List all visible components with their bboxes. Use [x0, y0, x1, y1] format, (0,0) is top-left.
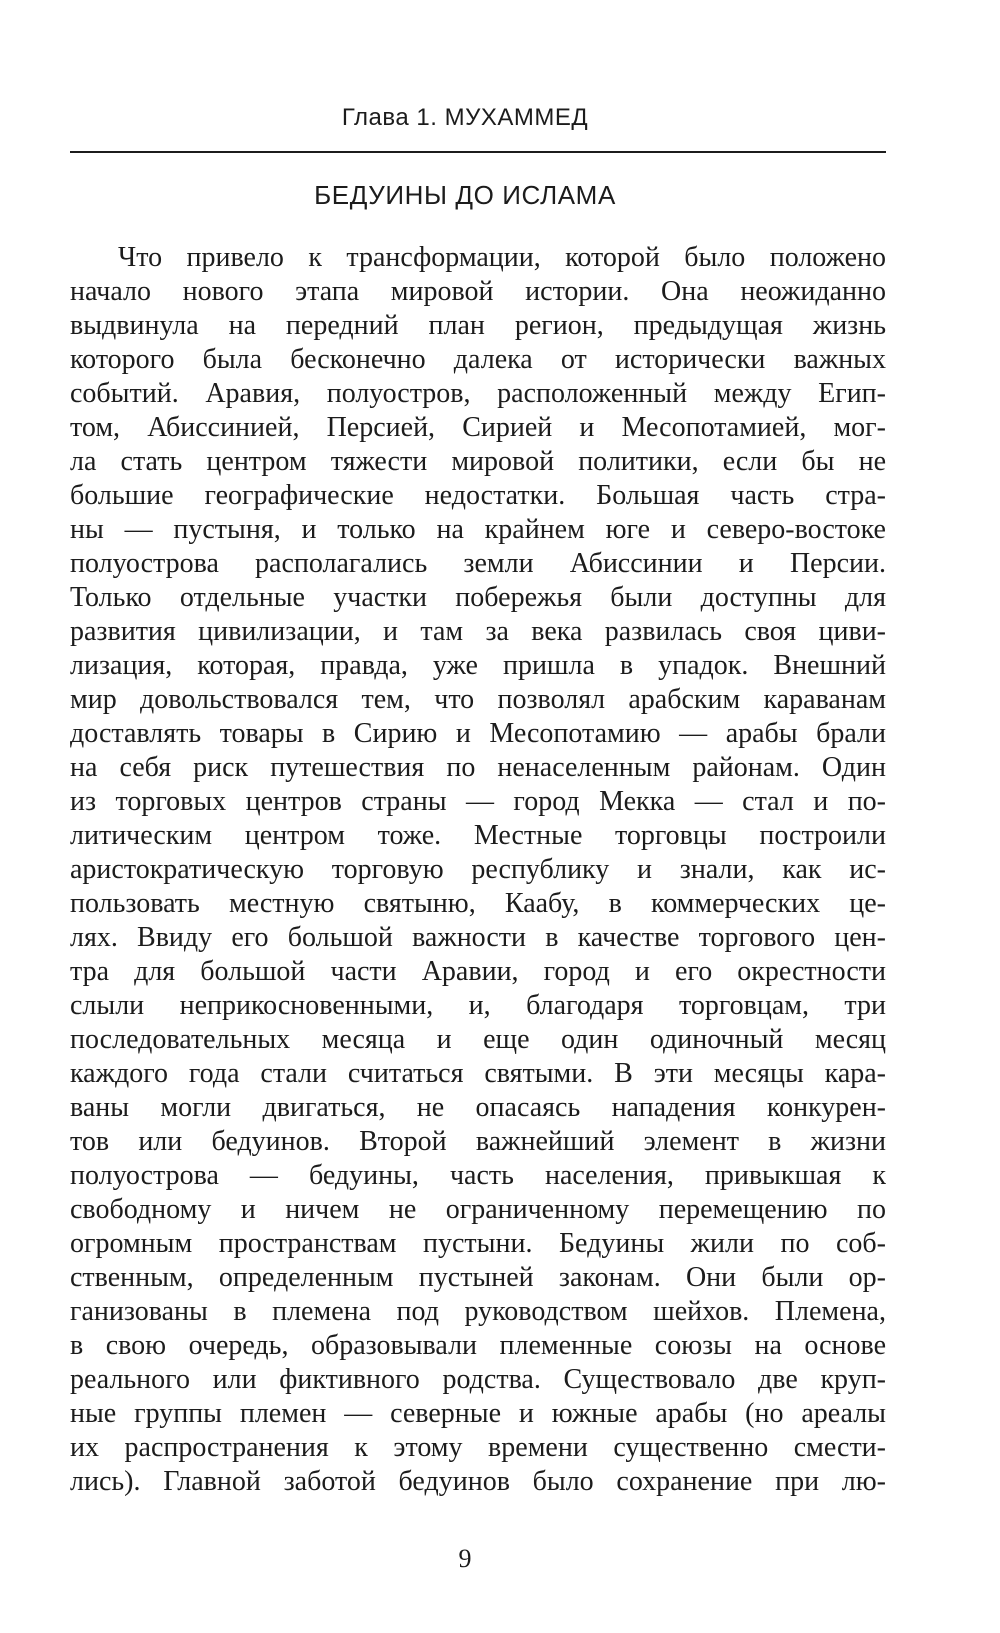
text-line: аристократическую торговую республику и знали, как ис-	[70, 854, 886, 885]
text-line: большие географические недостатки. Большая часть стра-	[70, 480, 886, 511]
text-line: ны — пустыня, и только на крайнем юге и северо-востоке	[70, 514, 886, 545]
section-title: БЕДУИНЫ ДО ИСЛАМА	[314, 180, 616, 210]
text-line: свободному и ничем не ограниченному перемещению по	[70, 1194, 886, 1225]
text-line: ваны могли двигаться, не опасаясь нападения конкурен-	[70, 1092, 886, 1123]
text-line: огромным пространствам пустыни. Бедуины жили по соб-	[70, 1228, 886, 1259]
text-line: лись). Главной заботой бедуинов было сохранение при лю-	[70, 1466, 886, 1497]
text-line: полуострова располагались земли Абиссинии и Персии.	[70, 548, 886, 579]
text-line: ла стать центром тяжести мировой политики, если бы не	[70, 446, 886, 477]
text-line: в свою очередь, образовывали племенные союзы на основе	[70, 1330, 886, 1361]
text-line: тра для большой части Аравии, город и его окрестности	[70, 956, 886, 987]
text-line: лизация, которая, правда, уже пришла в упадок. Внешний	[70, 650, 886, 681]
text-line: реального или фиктивного родства. Существовало две круп-	[70, 1364, 886, 1395]
text-line: последовательных месяца и еще один одиночный месяц	[70, 1024, 886, 1055]
text-line: Только отдельные участки побережья были доступны для	[70, 582, 886, 613]
text-line: начало нового этапа мировой истории. Она неожиданно	[70, 276, 886, 307]
body-text	[70, 241, 886, 1499]
text-line: ные группы племен — северные и южные арабы (но ареалы	[70, 1398, 886, 1429]
text-line: лях. Ввиду его большой важности в качестве торгового цен-	[70, 922, 886, 953]
text-line: литическим центром тоже. Местные торговцы построили	[70, 820, 886, 851]
text-line: том, Абиссинией, Персией, Сирией и Месопотамией, мог-	[70, 412, 886, 443]
text-line: выдвинула на передний план регион, предыдущая жизнь	[70, 310, 886, 341]
text-line: их распространения к этому времени существенно смести-	[70, 1432, 886, 1463]
text-line: мир довольствовался тем, что позволял арабским караванам	[70, 684, 886, 715]
header-rule	[70, 151, 886, 153]
text-line: событий. Аравия, полуостров, расположенный между Егип-	[70, 378, 886, 409]
text-line: полуострова — бедуины, часть населения, привыкшая к	[70, 1160, 886, 1191]
text-line: пользовать местную святыню, Каабу, в коммерческих це-	[70, 888, 886, 919]
text-line: ганизованы в племена под руководством шейхов. Племена,	[70, 1296, 886, 1327]
page-number: 9	[458, 1544, 472, 1573]
text-line: Что привело к трансформации, которой было положено	[118, 242, 886, 273]
text-line: доставлять товары в Сирию и Месопотамию — арабы брали	[70, 718, 886, 749]
text-line: тов или бедуинов. Второй важнейший элемент в жизни	[70, 1126, 886, 1157]
text-line: развития цивилизации, и там за века развилась своя циви-	[70, 616, 886, 647]
running-head: Глава 1. МУХАММЕД	[341, 104, 589, 131]
text-line: слыли неприкосновенными, и, благодаря торговцам, три	[70, 990, 886, 1021]
text-line: которого была бесконечно далека от исторически важных	[70, 344, 886, 375]
text-line: из торговых центров страны — город Мекка — стал и по-	[70, 786, 886, 817]
text-line: на себя риск путешествия по ненаселенным районам. Один	[70, 752, 886, 783]
text-line: ственным, определенным пустыней законам. Они были ор-	[70, 1262, 886, 1293]
text-line: каждого года стали считаться святыми. В эти месяцы кара-	[70, 1058, 886, 1089]
